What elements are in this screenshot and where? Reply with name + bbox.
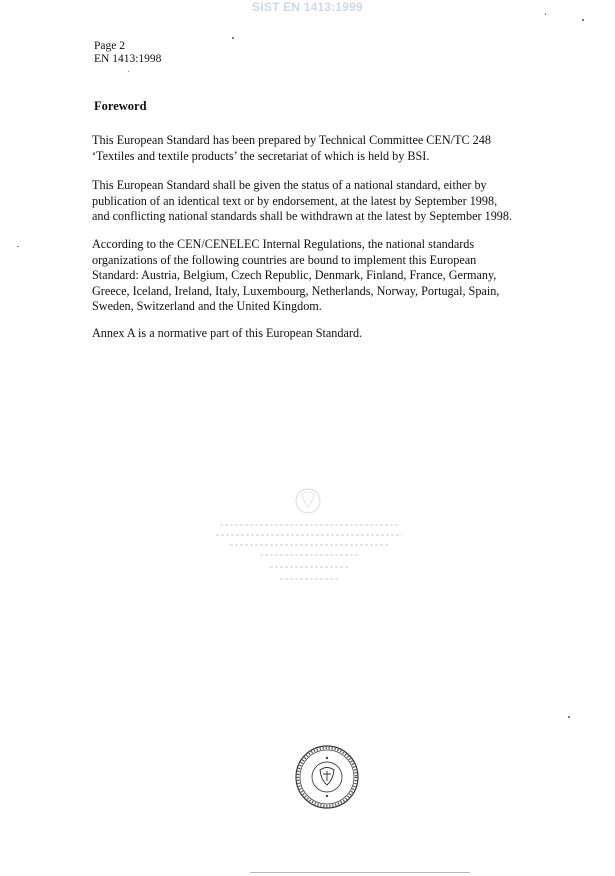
foreword-paragraph-2 (92, 178, 532, 225)
scan-speck (545, 13, 546, 15)
page-number: Page 2 (94, 40, 125, 52)
round-seal-stamp (294, 744, 360, 810)
scan-speck (17, 246, 19, 247)
scan-speck (582, 19, 584, 21)
page-header (94, 40, 161, 65)
watermark-text: SIST EN 1413:1999 (252, 0, 363, 14)
scan-speck (232, 37, 234, 39)
foreword-paragraph-3 (92, 237, 532, 315)
foreword-heading: Foreword (94, 99, 147, 113)
text-line: Annex A is a normative part of this European Standard. (92, 326, 363, 340)
text-line: and conflicting national standards shall be withdrawn at the latest by September 1998. (92, 209, 513, 224)
text-line: This European Standard has been prepared by Technical Committee CEN/TC 248 (92, 133, 491, 147)
foreword-paragraph-4 (92, 326, 532, 342)
text-line: organizations of the following countries are bound to implement this European (92, 252, 477, 267)
document-id: EN 1413:1998 (94, 52, 162, 65)
text-line: According to the CEN/CENELEC Internal Regulations, the national standards (92, 237, 475, 251)
foreword-paragraph-1 (92, 133, 532, 164)
scan-speck (568, 716, 570, 718)
faint-stamp-graphic (210, 485, 410, 595)
text-line: publication of an identical text or by endorsement, at the latest by September 1998, (92, 193, 498, 208)
bottom-rule (250, 872, 470, 873)
text-line: Sweden, Switzerland and the United Kingdom. (92, 299, 322, 314)
text-line: ‘Textiles and textile products’ the secretariat of which is held by BSI. (92, 148, 430, 163)
text-line: Greece, Iceland, Ireland, Italy, Luxembourg, Netherlands, Norway, Portugal, Spain, (92, 283, 500, 298)
text-line: Standard: Austria, Belgium, Czech Republic, Denmark, Finland, France, Germany, (92, 268, 497, 283)
text-line: This European Standard shall be given the status of a national standard, either by (92, 178, 487, 192)
scan-speck (128, 71, 129, 72)
